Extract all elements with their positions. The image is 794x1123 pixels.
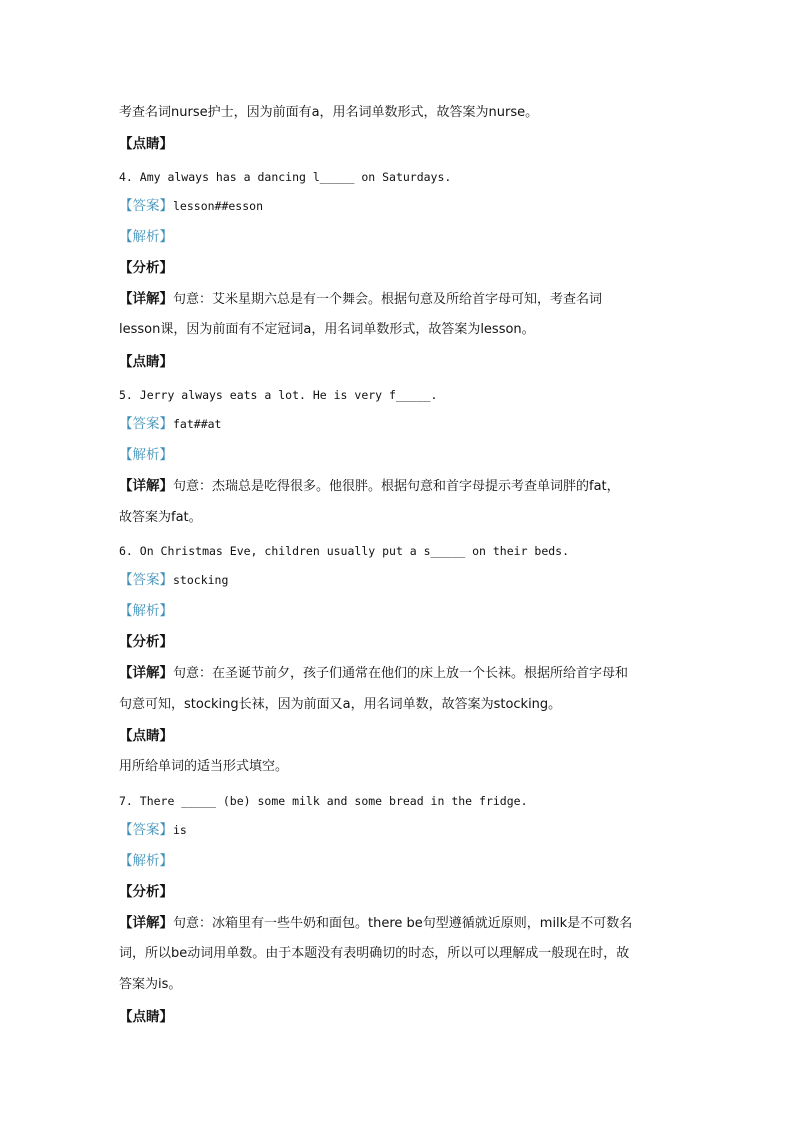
question-7: 7. There _____ (be) some milk and some bread in the fridge. bbox=[119, 794, 528, 808]
detail-continuation: 故答案为fat。 bbox=[119, 510, 202, 525]
jiexi-heading: 【解析】 bbox=[119, 853, 173, 869]
answer-value: is bbox=[173, 823, 187, 837]
detail-row-5 bbox=[119, 477, 694, 496]
detail-continuation: 词，所以be动词用单数。由于本题没有表明确切的时态，所以可以理解成一般现在时，故 bbox=[119, 946, 630, 961]
answer-tag: 【答案】 bbox=[119, 822, 173, 838]
answer-row-6 bbox=[119, 571, 694, 590]
answer-row-7 bbox=[119, 821, 694, 840]
jiexi-heading: 【解析】 bbox=[119, 229, 173, 245]
answer-tag: 【答案】 bbox=[119, 198, 173, 214]
fenxi-heading: 【分析】 bbox=[119, 884, 173, 900]
fenxi-heading: 【分析】 bbox=[119, 634, 173, 650]
detail-continuation: lesson课，因为前面有不定冠词a，用名词单数形式，故答案为lesson。 bbox=[119, 322, 535, 337]
dianjing-heading: 【点睛】 bbox=[119, 354, 173, 370]
jiexi-heading: 【解析】 bbox=[119, 447, 173, 463]
question-4: 4. Amy always has a dancing l_____ on Saturdays. bbox=[119, 170, 452, 184]
detail-tag: 【详解】 bbox=[119, 291, 173, 307]
detail-text: 句意：艾米星期六总是有一个舞会。根据句意及所给首字母可知，考查名词 bbox=[173, 292, 603, 307]
detail-tag: 【详解】 bbox=[119, 478, 173, 494]
answer-row-4 bbox=[119, 197, 694, 216]
detail-text: 句意：在圣诞节前夕，孩子们通常在他们的床上放一个长袜。根据所给首字母和 bbox=[173, 666, 629, 681]
detail-row-4 bbox=[119, 290, 694, 309]
dianjing-note: 用所给单词的适当形式填空。 bbox=[119, 759, 289, 774]
jiexi-heading: 【解析】 bbox=[119, 603, 173, 619]
detail-continuation: 答案为is。 bbox=[119, 977, 182, 992]
detail-continuation: 句意可知，stocking长袜，因为前面又a，用名词单数，故答案为stocking。 bbox=[119, 697, 562, 712]
detail-tag: 【详解】 bbox=[119, 665, 173, 681]
answer-value: lesson##esson bbox=[173, 199, 264, 213]
detail-text: 句意：杰瑞总是吃得很多。他很胖。根据句意和首字母提示考查单词胖的fat， bbox=[173, 479, 620, 494]
answer-row-5 bbox=[119, 415, 694, 434]
detail-row-7 bbox=[119, 914, 694, 933]
dianjing-heading: 【点睛】 bbox=[119, 1009, 173, 1025]
explanation-line: 考查名词nurse护士，因为前面有a，用名词单数形式，故答案为nurse。 bbox=[119, 105, 539, 120]
answer-value: stocking bbox=[173, 573, 229, 587]
dianjing-heading: 【点睛】 bbox=[119, 136, 173, 152]
question-5: 5. Jerry always eats a lot. He is very f_____. bbox=[119, 388, 438, 402]
answer-tag: 【答案】 bbox=[119, 572, 173, 588]
question-6: 6. On Christmas Eve, children usually put a s_____ on their beds. bbox=[119, 544, 570, 558]
detail-text: 句意：冰箱里有一些牛奶和面包。there be句型遵循就近原则，milk是不可数名 bbox=[173, 916, 633, 931]
answer-value: fat##at bbox=[173, 417, 222, 431]
answer-tag: 【答案】 bbox=[119, 416, 173, 432]
fenxi-heading: 【分析】 bbox=[119, 260, 173, 276]
dianjing-heading: 【点睛】 bbox=[119, 728, 173, 744]
detail-tag: 【详解】 bbox=[119, 915, 173, 931]
detail-row-6 bbox=[119, 664, 694, 683]
